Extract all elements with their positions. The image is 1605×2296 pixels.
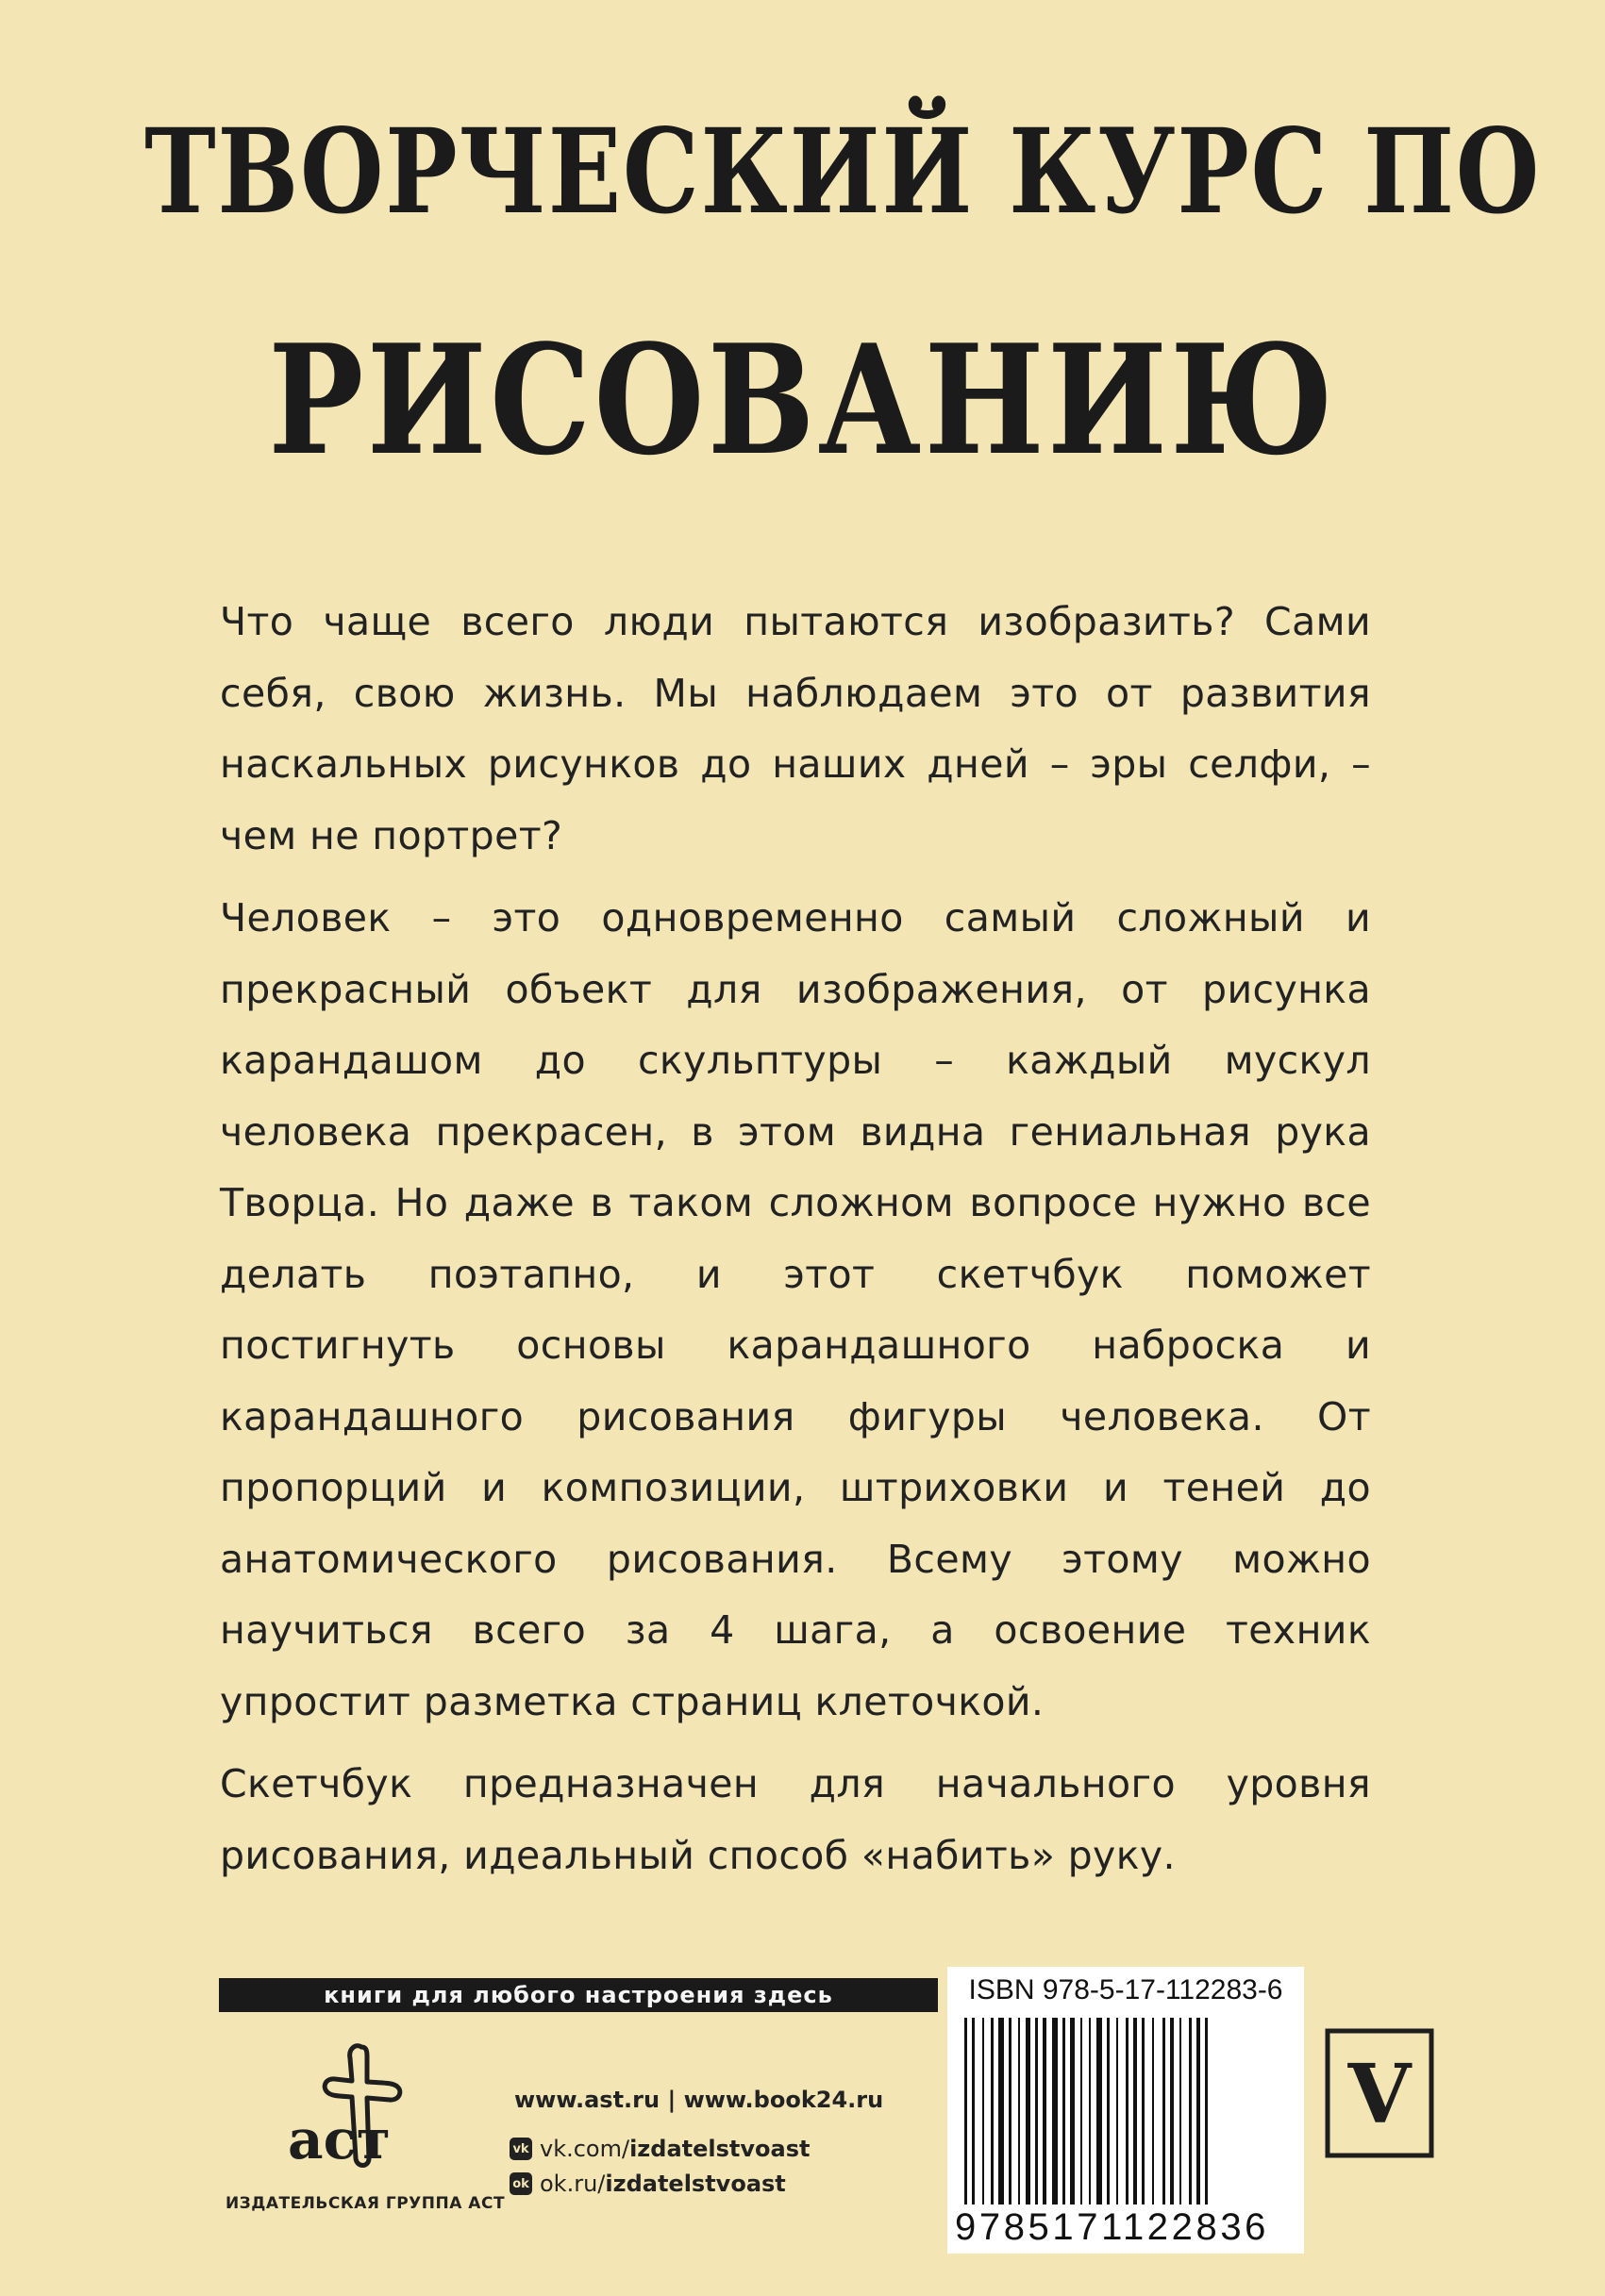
barcode-digits: 9785171122836 [955, 2206, 1270, 2248]
social-vk-link[interactable] [510, 2136, 810, 2162]
barcode-bar [1062, 2018, 1065, 2204]
barcode-bar [1096, 2018, 1102, 2204]
vk-icon: vk [510, 2138, 532, 2160]
description-paragraph-1: Что чаще всего люди пытаются изобразить? Сами себя, свою жизнь. Мы наблюдаем это от развития наскальных рисунков до наших дней – эры селфи, – чем не портрет? [220, 599, 1371, 858]
barcode-bar [1116, 2018, 1118, 2204]
barcode-bar [1026, 2018, 1030, 2204]
barcode-bar [1018, 2018, 1020, 2204]
barcode-bar [1189, 2018, 1192, 2204]
description-paragraph-3: Скетчбук предназначен для начального уровня рисования, идеальный способ «набить» руку. [220, 1761, 1371, 1878]
barcode-bar [1107, 2018, 1110, 2204]
barcode-bar [1052, 2018, 1058, 2204]
barcode-bar [991, 2018, 994, 2204]
vk-prefix: vk.com/ [540, 2136, 630, 2162]
age-badge-letter: V [1347, 2047, 1412, 2142]
tagline-bar: книги для любого настроения здесь [219, 1978, 938, 2012]
title-line-1: ТВОРЧЕСКИЙ КУРС ПО [144, 104, 1541, 241]
barcode-bar [1126, 2018, 1129, 2204]
description-paragraph-2: Человек – это одновременно самый сложный и прекрасный объект для изображения, от рисунка карандашом до скульптуры – каждый мускул человека прекрасен, в этом видна гениальная рука Творца. Но даже в таком сложном вопросе нужно все делать поэтапно, и этот скетчбук поможет постигнуть основы карандашного наброска и карандашного рисования фигуры человека. От пропорций и композиции, штриховки и теней до анатомического рисования. Всему этому можно научиться всего за 4 шага, а освоение техник упростит разметка страниц клеточкой. [220, 895, 1371, 1724]
barcode-bar [1009, 2018, 1011, 2204]
ok-prefix: ok.ru/ [540, 2171, 606, 2197]
barcode-bar [1142, 2018, 1145, 2204]
barcode-bar [1205, 2018, 1208, 2204]
barcode-bar [1162, 2018, 1165, 2204]
websites[interactable]: www.ast.ru | www.book24.ru [514, 2087, 884, 2113]
ok-icon: ok [510, 2172, 532, 2195]
barcode-bar [1152, 2018, 1154, 2204]
barcode-bar [1170, 2018, 1174, 2204]
barcode-bar [1196, 2018, 1200, 2204]
barcode-bar [1070, 2018, 1075, 2204]
barcode-bar [1035, 2018, 1038, 2204]
isbn-text: ISBN 978-5-17-112283-6 [968, 1974, 1283, 2005]
barcode-bar [1080, 2018, 1082, 2204]
age-badge-icon [1325, 2028, 1434, 2158]
barcode-bar [998, 2018, 1004, 2204]
barcode-icon [964, 2018, 1287, 2204]
barcode-bar [964, 2018, 967, 2204]
barcode-bar [972, 2018, 975, 2204]
description [220, 587, 1371, 1903]
vk-handle: izdatelstvoast [629, 2136, 811, 2162]
social-ok-link[interactable] [510, 2171, 786, 2197]
barcode-bar [1089, 2018, 1091, 2204]
barcode-bar [1133, 2018, 1137, 2204]
barcode-bar [1179, 2018, 1181, 2204]
publisher-name: ИЗДАТЕЛЬСКАЯ ГРУППА АСТ [225, 2194, 506, 2213]
barcode-bar [982, 2018, 984, 2204]
ok-handle: izdatelstvoast [605, 2171, 786, 2197]
title-line-2: РИСОВАНИЮ [268, 311, 1337, 489]
barcode-bar [1043, 2018, 1046, 2204]
barcode-box [947, 1967, 1304, 2254]
ast-logo [269, 2038, 458, 2179]
logo-text: аст [288, 2107, 391, 2171]
